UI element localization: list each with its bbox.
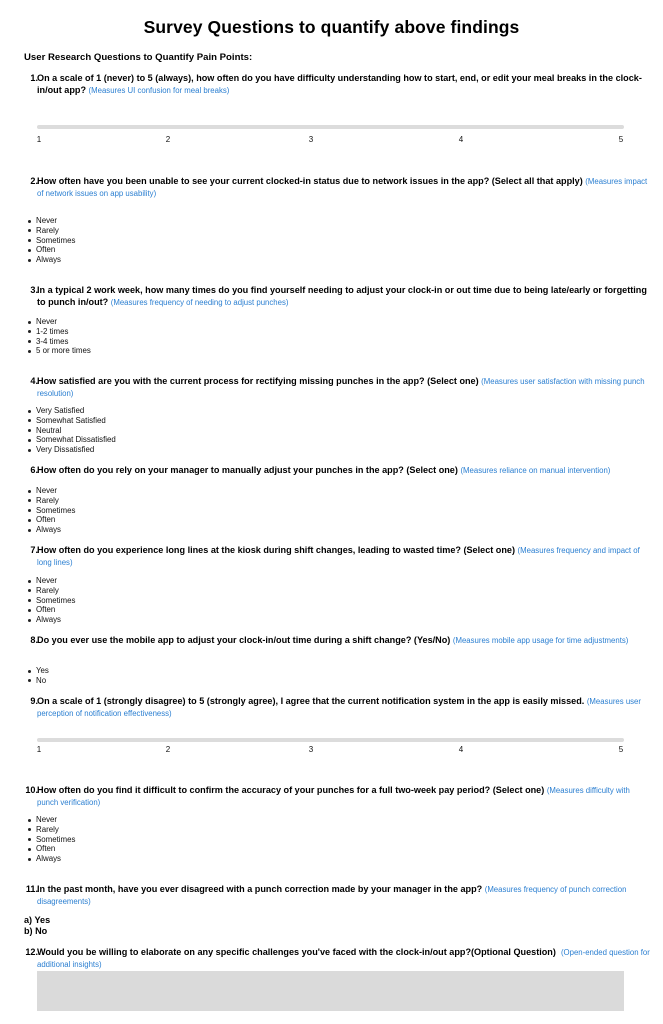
option-item[interactable]: Often: [28, 605, 75, 615]
question-note: (Measures UI confusion for meal breaks): [88, 85, 230, 95]
question-number: 6.: [30, 465, 38, 475]
question-text: Do you ever use the mobile app to adjust your clock-in/out time during a shift change? (Yes/No): [37, 635, 451, 645]
option-item[interactable]: Sometimes: [28, 506, 75, 516]
scale-label-3[interactable]: 3: [308, 135, 314, 144]
question-text: How often do you experience long lines at the kiosk during shift changes, leading to wasted time? (Select one): [37, 545, 516, 555]
question-text: How often do you find it difficult to confirm the accuracy of your punches for a full two-week pay period? (Select one): [37, 785, 545, 795]
scale-label-5[interactable]: 5: [618, 135, 624, 144]
question-text: On a scale of 1 (never) to 5 (always), how often do you have difficulty understanding how to start, end, or edit your meal breaks in the clock-in/out app?: [37, 73, 642, 95]
scale-label-4[interactable]: 4: [458, 135, 464, 144]
rating-scale-track[interactable]: [37, 125, 624, 129]
question-12: [24, 947, 650, 970]
question-8: [24, 635, 650, 647]
option-list: [28, 406, 116, 455]
scale-label-2[interactable]: 2: [165, 135, 171, 144]
question-number: 1.: [30, 73, 38, 83]
question-number: 12.: [25, 947, 38, 957]
rating-scale-track[interactable]: [37, 738, 624, 742]
option-item[interactable]: Often: [28, 245, 75, 255]
question-text: In the past month, have you ever disagreed with a punch correction made by your manager in the app?: [37, 884, 483, 894]
option-item[interactable]: Somewhat Dissatisfied: [28, 435, 116, 445]
question-number: 3.: [30, 285, 38, 295]
question-4: [24, 376, 650, 399]
option-item[interactable]: 5 or more times: [28, 346, 91, 356]
option-item[interactable]: No: [28, 676, 49, 686]
question-note: (Measures frequency of punch correction disagreements): [37, 885, 627, 906]
option-list: [28, 317, 91, 356]
question-2: [24, 176, 650, 199]
question-note: (Measures difficulty with punch verification): [37, 786, 630, 807]
option-list: [28, 666, 49, 686]
scale-label-3[interactable]: 3: [308, 745, 314, 754]
option-yes[interactable]: a) Yes: [24, 915, 51, 925]
question-note: (Measures user perception of notification effectiveness): [37, 697, 641, 718]
question-note: (Measures mobile app usage for time adjustments): [452, 636, 629, 645]
question-number: 10.: [25, 785, 38, 795]
question-text: Would you be willing to elaborate on any specific challenges you've faced with the clock-in/out app?(Optional Question): [37, 947, 556, 957]
option-item[interactable]: Never: [28, 216, 75, 226]
option-item[interactable]: 1-2 times: [28, 327, 91, 337]
page-title: Survey Questions to quantify above findings: [143, 17, 520, 37]
option-list: [28, 486, 75, 535]
question-text: How often do you rely on your manager to manually adjust your punches in the app? (Select one): [37, 465, 458, 475]
option-item[interactable]: Rarely: [28, 226, 75, 236]
scale-label-5[interactable]: 5: [618, 745, 624, 754]
question-note: (Measures frequency of needing to adjust punches): [110, 297, 289, 307]
question-text: How satisfied are you with the current process for rectifying missing punches in the app? (Select one): [37, 376, 479, 386]
question-1: [24, 73, 650, 96]
option-item[interactable]: Yes: [28, 666, 49, 676]
question-note: (Measures reliance on manual intervention): [460, 466, 611, 475]
option-item[interactable]: Always: [28, 854, 75, 864]
option-item[interactable]: Sometimes: [28, 835, 75, 845]
question-note: (Open-ended question for additional insights): [37, 948, 650, 969]
open-ended-answer-field[interactable]: [37, 971, 624, 1011]
question-11: [24, 884, 650, 907]
option-item[interactable]: Sometimes: [28, 596, 75, 606]
option-item[interactable]: Very Dissatisfied: [28, 445, 116, 455]
question-note: (Measures user satisfaction with missing punch resolution): [37, 377, 645, 398]
option-item[interactable]: Neutral: [28, 426, 116, 436]
question-text: How often have you been unable to see your current clocked-in status due to network issues in the app? (Select all that apply): [37, 176, 583, 186]
option-item[interactable]: Somewhat Satisfied: [28, 416, 116, 426]
option-list: [28, 576, 75, 625]
question-number: 7.: [30, 545, 38, 555]
option-item[interactable]: Never: [28, 815, 75, 825]
option-item[interactable]: Always: [28, 615, 75, 625]
option-item[interactable]: Rarely: [28, 825, 75, 835]
question-9: [24, 696, 650, 719]
question-note: (Measures impact of network issues on app usability): [37, 177, 648, 198]
option-item[interactable]: Always: [28, 525, 75, 535]
option-item[interactable]: Never: [28, 317, 91, 327]
question-number: 11.: [25, 884, 38, 894]
question-number: 8.: [30, 635, 38, 645]
question-note: (Measures frequency and impact of long lines): [37, 546, 640, 567]
option-list: [28, 216, 75, 265]
option-item[interactable]: Never: [28, 486, 75, 496]
question-text: In a typical 2 work week, how many times do you find yourself needing to adjust your clock-in or out time due to being late/early or forgetting to punch in/out?: [37, 285, 647, 307]
question-6: [24, 465, 650, 477]
option-item[interactable]: Very Satisfied: [28, 406, 116, 416]
section-subtitle: User Research Questions to Quantify Pain Points:: [24, 52, 253, 63]
scale-label-2[interactable]: 2: [165, 745, 171, 754]
scale-label-1[interactable]: 1: [36, 135, 42, 144]
question-10: [24, 785, 650, 808]
option-item[interactable]: Sometimes: [28, 236, 75, 246]
scale-label-4[interactable]: 4: [458, 745, 464, 754]
question-number: 4.: [30, 376, 38, 386]
question-7: [24, 545, 650, 568]
question-number: 2.: [30, 176, 38, 186]
scale-label-1[interactable]: 1: [36, 745, 42, 754]
option-item[interactable]: Rarely: [28, 496, 75, 506]
option-item[interactable]: Often: [28, 515, 75, 525]
option-no[interactable]: b) No: [24, 926, 48, 936]
option-item[interactable]: 3-4 times: [28, 337, 91, 347]
option-item[interactable]: Always: [28, 255, 75, 265]
question-text: On a scale of 1 (strongly disagree) to 5 (strongly agree), I agree that the current notification system in the app is easily missed.: [37, 696, 585, 706]
question-3: [24, 285, 650, 308]
option-item[interactable]: Often: [28, 844, 75, 854]
option-list: [28, 815, 75, 864]
option-item[interactable]: Never: [28, 576, 75, 586]
question-number: 9.: [30, 696, 38, 706]
option-item[interactable]: Rarely: [28, 586, 75, 596]
